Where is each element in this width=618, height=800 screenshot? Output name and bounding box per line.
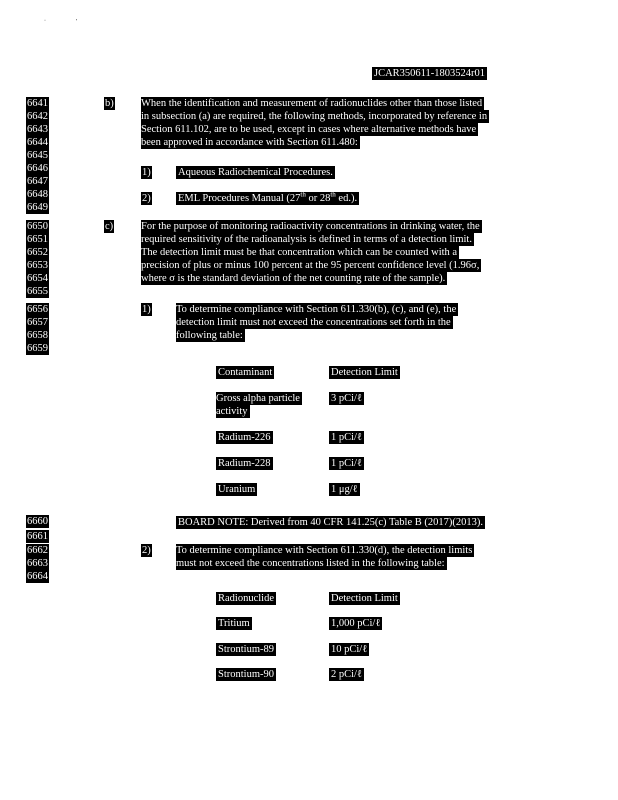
- sub-2-number: 2): [142, 545, 151, 556]
- sub-1-number: 1): [142, 304, 151, 315]
- text-line: For the purpose of monitoring radioactivity concentrations in drinking water, the: [141, 221, 480, 232]
- table-cell-radionuclide: Strontium-90: [218, 669, 275, 680]
- text-line: precision of plus or minus 100 percent at the 95 percent confidence level (1.96σ,: [141, 260, 480, 271]
- table-cell-limit: 1 pCi/ℓ: [331, 432, 362, 443]
- line-number: 6662: [27, 545, 48, 556]
- table-cell-limit: 2 pCi/ℓ: [331, 669, 362, 680]
- section-c-paragraph: [141, 220, 482, 285]
- table-header-radionuclide: Radionuclide: [218, 593, 274, 604]
- text-line: When the identification and measurement of radionuclides other than those listed: [141, 98, 483, 109]
- line-number: 6651: [27, 234, 48, 245]
- text-line: where σ is the standard deviation of the net counting rate of the sample).: [141, 273, 446, 284]
- line-number: 6659: [27, 343, 48, 354]
- text-line: To determine compliance with Section 611.330(b), (c), and (e), the: [176, 304, 457, 315]
- line-number: 6656: [27, 304, 48, 315]
- line-number: 6663: [27, 558, 48, 569]
- line-number: 6653: [27, 260, 48, 271]
- sub-2-paragraph: [176, 544, 474, 570]
- text-line: must not exceed the concentrations listed in the following table:: [176, 558, 445, 569]
- line-number: 6645: [27, 150, 48, 161]
- table-cell-limit: 1,000 pCi/ℓ: [331, 618, 381, 629]
- scan-mark: ·: [44, 18, 46, 24]
- line-number: 6664: [27, 571, 48, 582]
- board-note: BOARD NOTE: Derived from 40 CFR 141.25(c) Table B (2017)(2013).: [178, 517, 483, 528]
- table-cell-limit: 1 μg/ℓ: [331, 484, 358, 495]
- scan-mark: ': [76, 19, 78, 25]
- table-cell-limit: 10 pCi/ℓ: [331, 644, 368, 655]
- sub-1-paragraph: [176, 303, 458, 342]
- text-line: in subsection (a) are required, the following methods, incorporated by reference in: [141, 111, 488, 122]
- line-number: 6655: [27, 286, 48, 297]
- line-number: 6648: [27, 189, 48, 200]
- line-number: 6658: [27, 330, 48, 341]
- text-line: following table:: [176, 330, 243, 341]
- item-1-number: 1): [142, 167, 151, 178]
- table-cell-contaminant: Radium-226: [218, 432, 271, 443]
- text-line: required sensitivity of the radioanalysis is defined in terms of a detection limit.: [141, 234, 472, 245]
- section-b-label: b): [105, 98, 114, 109]
- item-1-text: Aqueous Radiochemical Procedures.: [178, 167, 333, 178]
- text-line: been approved in accordance with Section 611.480:: [141, 137, 358, 148]
- table-header-detection-limit: Detection Limit: [331, 593, 398, 604]
- line-number: 6652: [27, 247, 48, 258]
- line-number: 6642: [27, 111, 48, 122]
- section-c-label: c): [105, 221, 114, 232]
- item-2-text: EML Procedures Manual (27th or 28th ed.).: [178, 190, 358, 204]
- table-cell-radionuclide: Tritium: [218, 618, 250, 629]
- line-number: 6644: [27, 137, 48, 148]
- line-number: 6654: [27, 273, 48, 284]
- table-cell-contaminant: Gross alpha particle activity: [216, 393, 300, 417]
- document-id: JCAR350611-1803524r01: [374, 68, 486, 79]
- item-2-number: 2): [142, 193, 151, 204]
- text-line: detection limit must not exceed the concentrations set forth in the: [176, 317, 451, 328]
- line-number: 6649: [27, 202, 48, 213]
- table-cell-contaminant: Uranium: [218, 484, 256, 495]
- table-header-contaminant: Contaminant: [218, 367, 273, 378]
- table-cell-limit: 1 pCi/ℓ: [331, 458, 362, 469]
- line-number: 6643: [27, 124, 48, 135]
- table-cell-contaminant: Radium-228: [218, 458, 271, 469]
- line-number: 6661: [27, 531, 48, 542]
- section-b-paragraph: [141, 97, 489, 149]
- table-header-detection-limit: Detection Limit: [331, 367, 398, 378]
- text-line: The detection limit must be that concentration which can be counted with a: [141, 247, 458, 258]
- line-number: 6641: [27, 98, 48, 109]
- line-number: 6660: [27, 516, 48, 527]
- text-line: Section 611.102, are to be used, except in cases where alternative methods have: [141, 124, 477, 135]
- line-number: 6650: [27, 221, 48, 232]
- line-number: 6647: [27, 176, 48, 187]
- text-line: To determine compliance with Section 611.330(d), the detection limits: [176, 545, 473, 556]
- line-number: 6646: [27, 163, 48, 174]
- table-cell-radionuclide: Strontium-89: [218, 644, 275, 655]
- line-number: 6657: [27, 317, 48, 328]
- table-cell-limit: 3 pCi/ℓ: [331, 393, 362, 404]
